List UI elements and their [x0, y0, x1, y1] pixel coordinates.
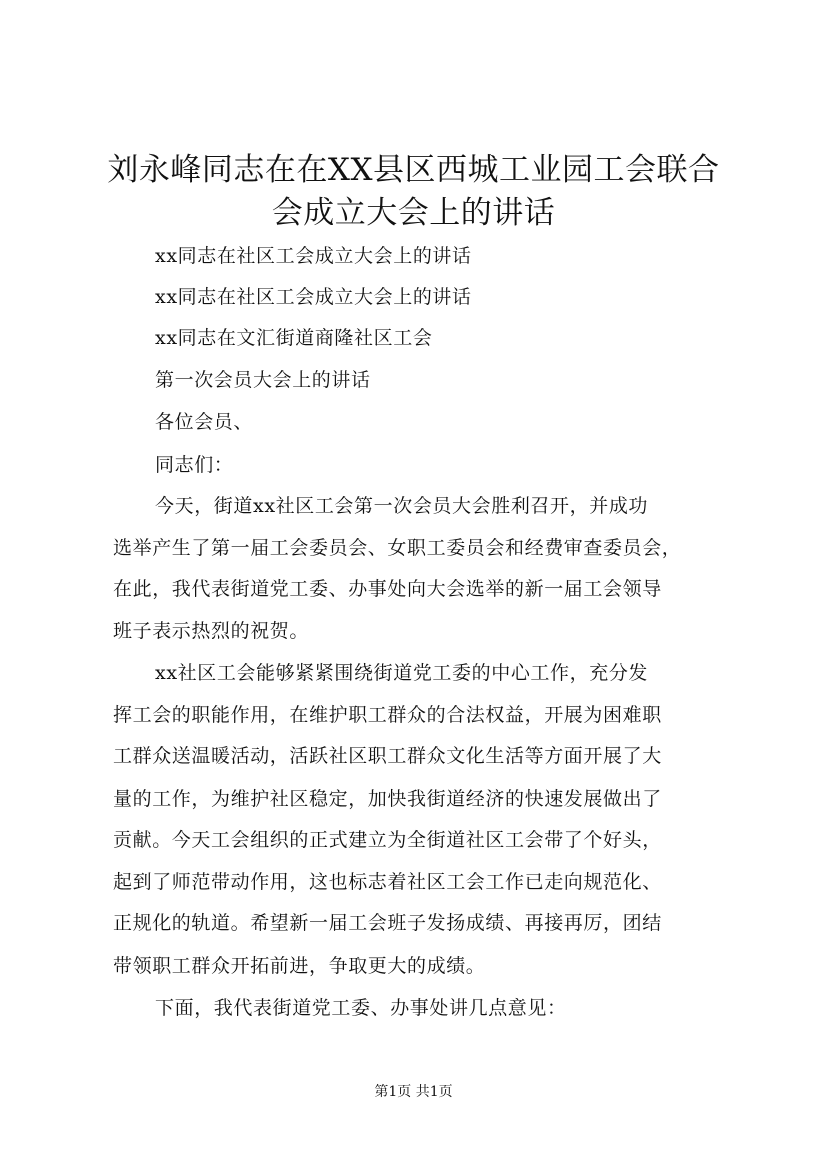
body-line-1: xx同志在社区工会成立大会上的讲话	[155, 245, 472, 267]
body-line-17: 正规化的轨道。希望新一届工会班子发扬成绩、再接再厉，团结	[113, 912, 662, 934]
body-line-14: 量的工作，为维护社区稳定，加快我街道经济的快速发展做出了	[113, 788, 662, 810]
body-line-11: xx社区工会能够紧紧围绕街道党工委的中心工作，充分发	[155, 662, 649, 684]
body-line-5: 各位会员、	[155, 411, 254, 433]
body-line-4: 第一次会员大会上的讲话	[155, 369, 371, 391]
body-line-8: 选举产生了第一届工会委员会、女职工委员会和经费审查委员会，	[113, 537, 682, 559]
body-line-18: 带领职工群众开拓前进，争取更大的成绩。	[113, 955, 486, 977]
document-title-line-1: 刘永峰同志在在XX县区西城工业园工会联合	[107, 152, 720, 188]
document-title-line-2: 会成立大会上的讲话	[271, 195, 556, 231]
body-line-13: 工群众送温暖活动，活跃社区职工群众文化生活等方面开展了大	[113, 745, 662, 767]
body-line-7: 今天，街道xx社区工会第一次会员大会胜利召开，并成功	[155, 495, 649, 517]
body-line-10: 班子表示热烈的祝贺。	[113, 620, 310, 642]
body-line-16: 起到了师范带动作用，这也标志着社区工会工作已走向规范化、	[113, 871, 662, 893]
body-line-3: xx同志在文汇街道商隆社区工会	[155, 327, 433, 349]
body-line-9: 在此，我代表街道党工委、办事处向大会选举的新一届工会领导	[113, 578, 662, 600]
body-line-6: 同志们：	[155, 454, 234, 476]
body-line-12: 挥工会的职能作用，在维护职工群众的合法权益，开展为困难职	[113, 704, 662, 726]
page-footer: 第1页 共1页	[374, 1084, 453, 1100]
body-line-15: 贡献。今天工会组织的正式建立为全街道社区工会带了个好头，	[113, 829, 662, 851]
body-line-2: xx同志在社区工会成立大会上的讲话	[155, 286, 472, 308]
body-line-19: 下面，我代表街道党工委、办事处讲几点意见：	[155, 997, 567, 1019]
